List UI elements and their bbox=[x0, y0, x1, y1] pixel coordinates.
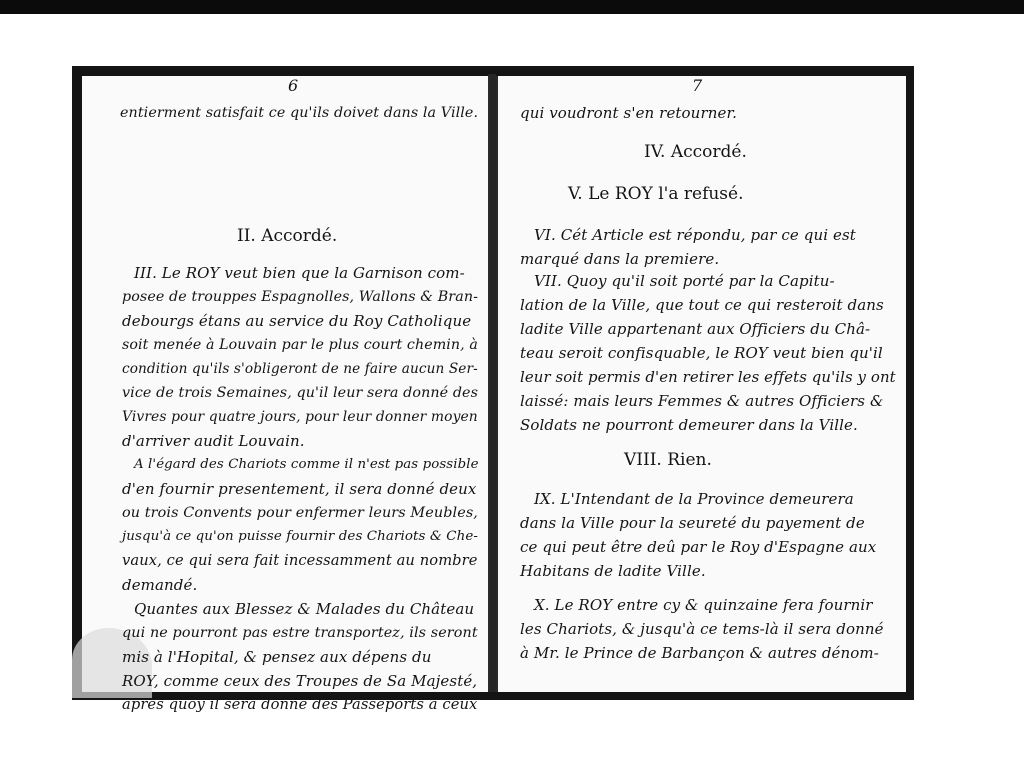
article-7-line: lation de la Ville, que tout ce qui resteroit dans bbox=[520, 296, 884, 314]
article-7-line: leur soit permis d'en retirer les effets qu'ils y ont bbox=[520, 368, 896, 386]
chariots-line: A l'égard des Chariots comme il n'est pas possible bbox=[134, 457, 479, 472]
chariots-line: demandé. bbox=[122, 576, 198, 594]
right-heading-article-4: IV. Accordé. bbox=[644, 142, 747, 162]
article-10-line: X. Le ROY entre cy & quinzaine fera fournir bbox=[534, 596, 873, 614]
left-heading-article-2: II. Accordé. bbox=[237, 226, 338, 246]
article-3-line: III. Le ROY veut bien que la Garnison com- bbox=[134, 264, 465, 282]
article-3-line: soit menée à Louvain par le plus court chemin, à bbox=[122, 337, 478, 353]
article-6-line: marqué dans la premiere. bbox=[520, 250, 720, 268]
chariots-line: ou trois Convents pour enfermer leurs Meubles, bbox=[122, 505, 478, 521]
scanner-top-band bbox=[0, 0, 1024, 14]
right-top-line: qui voudront s'en retourner. bbox=[520, 104, 737, 122]
left-top-line: entierment satisfait ce qu'ils doivet dans la Ville. bbox=[120, 105, 479, 121]
blessez-line: Quantes aux Blessez & Malades du Château bbox=[134, 600, 475, 618]
article-7-line: VII. Quoy qu'il soit porté par la Capitu- bbox=[534, 272, 835, 290]
article-9-line: IX. L'Intendant de la Province demeurera bbox=[534, 490, 854, 508]
article-3-line: debourgs étans au service du Roy Catholique bbox=[122, 312, 472, 330]
article-7-line: laissé: mais leurs Femmes & autres Officiers & bbox=[520, 392, 884, 410]
article-3-line: vice de trois Semaines, qu'il leur sera donné des bbox=[122, 385, 479, 401]
article-6-line: VI. Cét Article est répondu, par ce qui est bbox=[534, 226, 856, 244]
article-3-line: condition qu'ils s'obligeront de ne faire aucun Ser- bbox=[122, 361, 478, 377]
article-3-line: d'arriver audit Louvain. bbox=[122, 432, 305, 450]
article-3-line: posee de trouppes Espagnolles, Wallons & Bran- bbox=[122, 289, 479, 305]
article-9-line: ce qui peut être deû par le Roy d'Espagne aux bbox=[520, 538, 877, 556]
chariots-line: jusqu'à ce qu'on puisse fournir des Chariots & Che- bbox=[122, 529, 479, 544]
blessez-line: aprés quoy il sera donné des Passeports à ceux bbox=[122, 696, 478, 713]
right-heading-article-5: V. Le ROY l'a refusé. bbox=[568, 184, 744, 204]
blessez-line: ROY, comme ceux des Troupes de Sa Majesté, bbox=[122, 672, 478, 690]
left-page-number: 6 bbox=[288, 76, 299, 95]
article-3-line: Vivres pour quatre jours, pour leur donner moyen bbox=[122, 409, 478, 425]
article-7-line: Soldats ne pourront demeurer dans la Ville. bbox=[520, 416, 858, 434]
right-heading-article-8: VIII. Rien. bbox=[624, 450, 712, 470]
blessez-line: qui ne pourront pas estre transportez, ils seront bbox=[122, 625, 478, 641]
article-9-line: Habitans de ladite Ville. bbox=[520, 562, 706, 580]
chariots-line: vaux, ce qui sera fait incessamment au nombre bbox=[122, 552, 478, 569]
article-10-line: à Mr. le Prince de Barbançon & autres dénom- bbox=[520, 644, 879, 662]
blessez-line: mis à l'Hopital, & pensez aux dépens du bbox=[122, 648, 432, 666]
article-7-line: ladite Ville appartenant aux Officiers du Châ- bbox=[520, 320, 871, 338]
article-10-line: les Chariots, & jusqu'à ce tems-là il sera donné bbox=[520, 620, 884, 638]
left-page bbox=[82, 76, 490, 713]
right-page-number: 7 bbox=[692, 76, 703, 95]
book-spread bbox=[72, 66, 914, 713]
article-7-line: teau seroit confisquable, le ROY veut bien qu'il bbox=[520, 344, 883, 362]
chariots-line: d'en fournir presentement, il sera donné deux bbox=[122, 480, 477, 498]
article-9-line: dans la Ville pour la seureté du payement de bbox=[520, 514, 865, 532]
right-page bbox=[496, 76, 906, 692]
